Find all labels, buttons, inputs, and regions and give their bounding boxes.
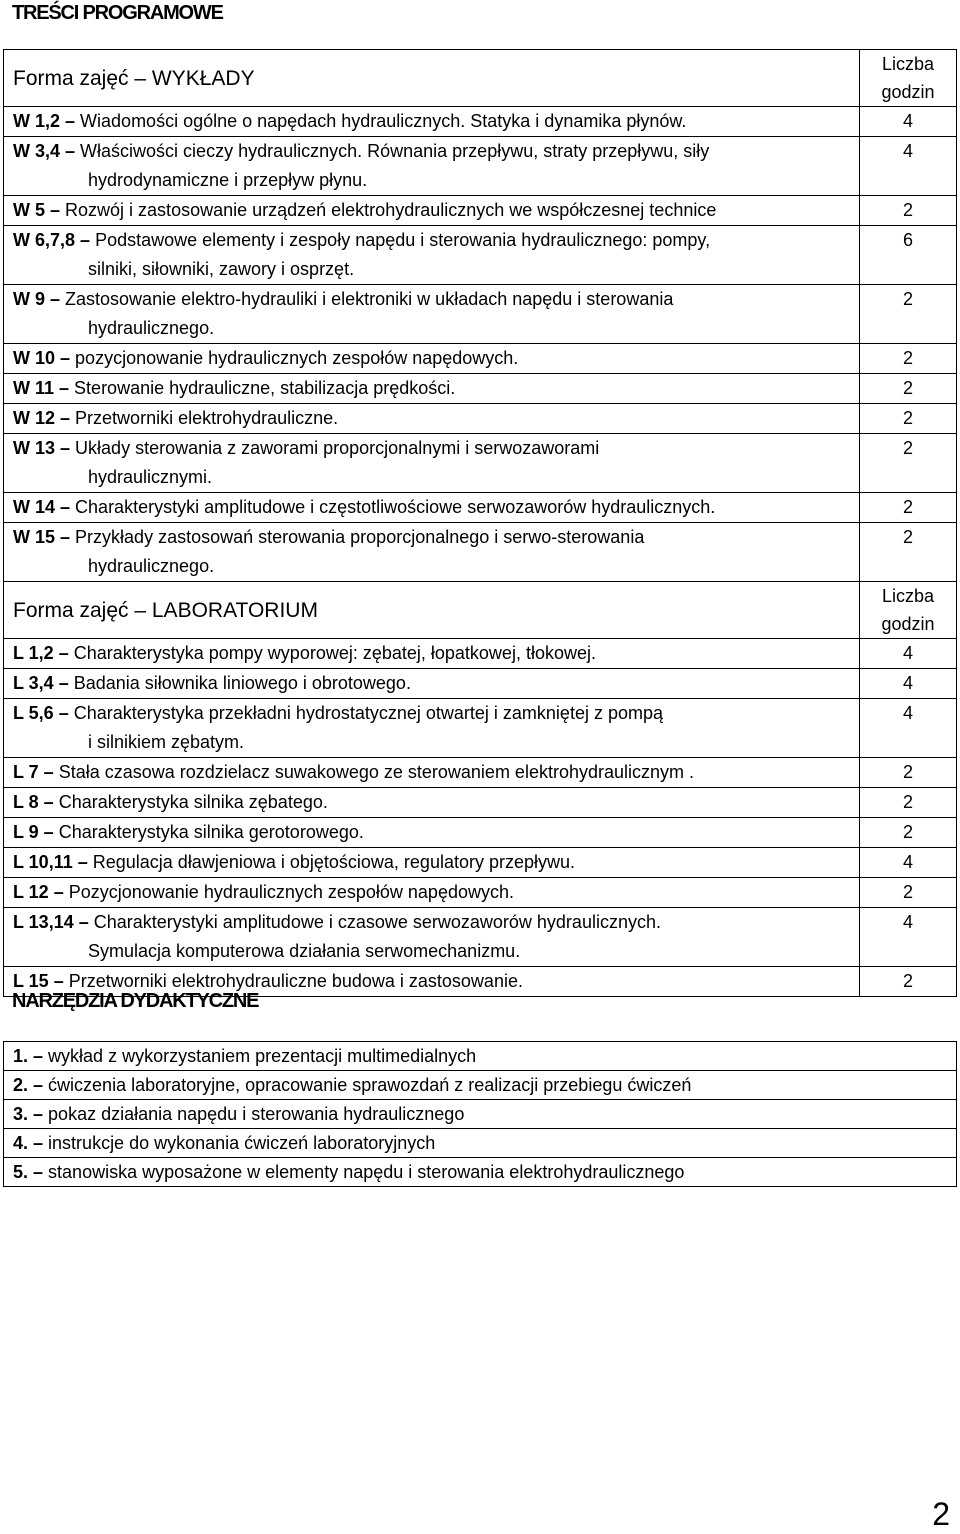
tool-cell <box>4 1042 957 1071</box>
lab-topic-cell <box>4 758 860 788</box>
lecture-topic-cell <box>4 137 860 196</box>
tool-row <box>4 1129 957 1158</box>
lab-hours: 4 <box>860 669 957 699</box>
lab-topic: Charakterystyka silnika zębatego. <box>58 792 328 812</box>
lab-row <box>4 669 957 699</box>
lecture-hours: 6 <box>860 226 957 285</box>
lab-topic-continuation: Symulacja komputerowa działania serwomechanizmu. <box>88 941 521 961</box>
lecture-topic: Podstawowe elementy i zespoły napędu i sterowania hydraulicznego: pompy, <box>95 230 711 250</box>
lab-hours: 4 <box>860 908 957 967</box>
tool-row <box>4 1042 957 1071</box>
tools-table <box>3 1041 957 1187</box>
lab-hours: 2 <box>860 967 957 997</box>
lab-topic: Charakterystyka przekładni hydrostatycznej otwartej i zamkniętej z pompą <box>73 703 663 723</box>
lab-row <box>4 878 957 908</box>
lecture-topic-continuation: hydraulicznego. <box>88 318 215 338</box>
tool-text: wykład z wykorzystaniem prezentacji multimedialnych <box>48 1046 477 1066</box>
lecture-topic: Przykłady zastosowań sterowania proporcjonalnego i serwo-sterowania <box>75 527 645 547</box>
lecture-row <box>4 226 957 285</box>
lecture-topic-continuation: hydraulicznymi. <box>88 467 213 487</box>
labs-form-label: Forma zajęć – LABORATORIUM <box>4 582 860 639</box>
lecture-topic-cell <box>4 493 860 523</box>
lecture-hours: 2 <box>860 523 957 582</box>
lectures-table <box>3 49 957 997</box>
lecture-topic: Właściwości cieczy hydraulicznych. Równania przepływu, straty przepływu, siły <box>80 141 710 161</box>
lab-topic-cell <box>4 908 860 967</box>
lecture-hours: 2 <box>860 196 957 226</box>
lab-topic: Charakterystyki amplitudowe i czasowe serwozaworów hydraulicznych. <box>93 912 661 932</box>
lab-row <box>4 848 957 878</box>
lab-code: L 5,6 – <box>13 703 69 723</box>
lecture-topic-continuation: hydrodynamiczne i przepływ płynu. <box>88 170 368 190</box>
lecture-topic-continuation: silniki, siłowniki, zawory i osprzęt. <box>88 259 355 279</box>
lecture-topic: Wiadomości ogólne o napędach hydraulicznych. Statyka i dynamika płynów. <box>80 111 687 131</box>
lab-topic-cell <box>4 848 860 878</box>
lab-topic: Pozycjonowanie hydraulicznych zespołów napędowych. <box>68 882 514 902</box>
lecture-code: W 15 – <box>13 527 71 547</box>
lab-hours: 4 <box>860 699 957 758</box>
lecture-row <box>4 285 957 344</box>
tool-row <box>4 1100 957 1129</box>
lab-topic: Badania siłownika liniowego i obrotowego. <box>73 673 411 693</box>
lab-topic-cell <box>4 639 860 669</box>
lab-topic-continuation: i silnikiem zębatym. <box>88 732 245 752</box>
tool-cell <box>4 1100 957 1129</box>
lab-row <box>4 818 957 848</box>
lab-topic-cell <box>4 788 860 818</box>
lab-code: L 3,4 – <box>13 673 69 693</box>
lab-hours: 2 <box>860 818 957 848</box>
lab-topic-cell <box>4 818 860 848</box>
lab-topic-cell <box>4 699 860 758</box>
lab-code: L 7 – <box>13 762 54 782</box>
hours-header-line-2: godzin <box>881 82 935 102</box>
lab-topic-cell <box>4 878 860 908</box>
lab-code: L 10,11 – <box>13 852 88 872</box>
lab-row <box>4 908 957 967</box>
lecture-hours: 2 <box>860 493 957 523</box>
lecture-topic: Rozwój i zastosowanie urządzeń elektrohydraulicznych we współczesnej technice <box>65 200 717 220</box>
lab-hours: 4 <box>860 639 957 669</box>
lecture-code: W 9 – <box>13 289 61 309</box>
lab-topic: Regulacja dławjeniowa i objętościowa, regulatory przepływu. <box>92 852 576 872</box>
lecture-code: W 3,4 – <box>13 141 76 161</box>
lab-hours: 2 <box>860 878 957 908</box>
tool-code: 3. – <box>13 1104 44 1124</box>
hours-header-line-1: Liczba <box>881 54 935 74</box>
lab-hours: 2 <box>860 788 957 818</box>
lecture-topic-cell <box>4 523 860 582</box>
lecture-code: W 14 – <box>13 497 71 517</box>
lecture-topic-cell <box>4 107 860 137</box>
lab-code: L 8 – <box>13 792 54 812</box>
lecture-row <box>4 107 957 137</box>
lecture-row <box>4 344 957 374</box>
tool-text: instrukcje do wykonania ćwiczeń laboratoryjnych <box>48 1133 436 1153</box>
lecture-hours: 2 <box>860 374 957 404</box>
page-number: 2 <box>932 1496 950 1532</box>
lecture-row <box>4 196 957 226</box>
lecture-code: W 1,2 – <box>13 111 76 131</box>
tool-cell <box>4 1071 957 1100</box>
lab-row <box>4 639 957 669</box>
lab-code: L 9 – <box>13 822 54 842</box>
tool-code: 5. – <box>13 1162 44 1182</box>
lecture-hours: 2 <box>860 344 957 374</box>
lecture-topic-cell <box>4 404 860 434</box>
lab-code: L 13,14 – <box>13 912 89 932</box>
lecture-code: W 11 – <box>13 378 70 398</box>
lecture-topic: pozycjonowanie hydraulicznych zespołów napędowych. <box>75 348 519 368</box>
lab-hours: 2 <box>860 758 957 788</box>
lab-code: L 15 – <box>13 971 64 991</box>
lecture-code: W 6,7,8 – <box>13 230 91 250</box>
lecture-topic-cell <box>4 196 860 226</box>
lecture-topic: Układy sterowania z zaworami proporcjonalnymi i serwozaworami <box>75 438 600 458</box>
lecture-row <box>4 374 957 404</box>
lecture-code: W 12 – <box>13 408 71 428</box>
lab-row <box>4 788 957 818</box>
lab-row <box>4 758 957 788</box>
lab-code: L 1,2 – <box>13 643 69 663</box>
lecture-topic: Zastosowanie elektro-hydrauliki i elektroniki w układach napędu i sterowania <box>65 289 674 309</box>
lecture-hours: 2 <box>860 434 957 493</box>
tool-code: 2. – <box>13 1075 44 1095</box>
tool-cell <box>4 1129 957 1158</box>
lecture-hours: 4 <box>860 137 957 196</box>
lecture-hours: 2 <box>860 285 957 344</box>
lecture-topic-cell <box>4 344 860 374</box>
lab-topic: Charakterystyka silnika gerotorowego. <box>58 822 364 842</box>
lab-row <box>4 699 957 758</box>
lecture-topic: Sterowanie hydrauliczne, stabilizacja prędkości. <box>74 378 456 398</box>
tool-code: 1. – <box>13 1046 44 1066</box>
tool-text: stanowiska wyposażone w elementy napędu i sterowania elektrohydraulicznego <box>48 1162 685 1182</box>
lecture-topic-cell <box>4 285 860 344</box>
section-heading-program: TREŚCI PROGRAMOWE <box>12 2 223 24</box>
lab-code: L 12 – <box>13 882 64 902</box>
labs-hours-header <box>860 582 957 639</box>
lecture-row <box>4 523 957 582</box>
section-heading-tools: NARZĘDZIA DYDAKTYCZNE <box>12 990 259 1012</box>
lecture-row <box>4 434 957 493</box>
lab-topic: Przetworniki elektrohydrauliczne budowa i zastosowanie. <box>68 971 523 991</box>
tool-cell <box>4 1158 957 1187</box>
hours-header-line-1: Liczba <box>881 586 935 606</box>
lectures-hours-header <box>860 50 957 107</box>
lecture-code: W 10 – <box>13 348 71 368</box>
lab-topic: Stała czasowa rozdzielacz suwakowego ze sterowaniem elektrohydraulicznym . <box>58 762 695 782</box>
lab-hours: 4 <box>860 848 957 878</box>
tool-text: pokaz działania napędu i sterowania hydraulicznego <box>48 1104 465 1124</box>
lecture-hours: 4 <box>860 107 957 137</box>
lecture-code: W 13 – <box>13 438 71 458</box>
tool-row <box>4 1071 957 1100</box>
hours-header-line-2: godzin <box>881 614 935 634</box>
lectures-header-row <box>4 50 957 107</box>
lecture-row <box>4 493 957 523</box>
lecture-topic-continuation: hydraulicznego. <box>88 556 215 576</box>
lecture-row <box>4 137 957 196</box>
lecture-topic-cell <box>4 374 860 404</box>
labs-header-row <box>4 582 957 639</box>
lecture-topic: Przetworniki elektrohydrauliczne. <box>75 408 339 428</box>
lecture-hours: 2 <box>860 404 957 434</box>
lectures-form-label: Forma zajęć – WYKŁADY <box>4 50 860 107</box>
lecture-code: W 5 – <box>13 200 61 220</box>
lecture-topic: Charakterystyki amplitudowe i częstotliwościowe serwozaworów hydraulicznych. <box>75 497 716 517</box>
lecture-topic-cell <box>4 434 860 493</box>
lecture-row <box>4 404 957 434</box>
lab-topic-cell <box>4 669 860 699</box>
lecture-topic-cell <box>4 226 860 285</box>
tool-text: ćwiczenia laboratoryjne, opracowanie sprawozdań z realizacji przebiegu ćwiczeń <box>48 1075 692 1095</box>
tool-code: 4. – <box>13 1133 44 1153</box>
tool-row <box>4 1158 957 1187</box>
lab-topic: Charakterystyka pompy wyporowej: zębatej, łopatkowej, tłokowej. <box>73 643 596 663</box>
